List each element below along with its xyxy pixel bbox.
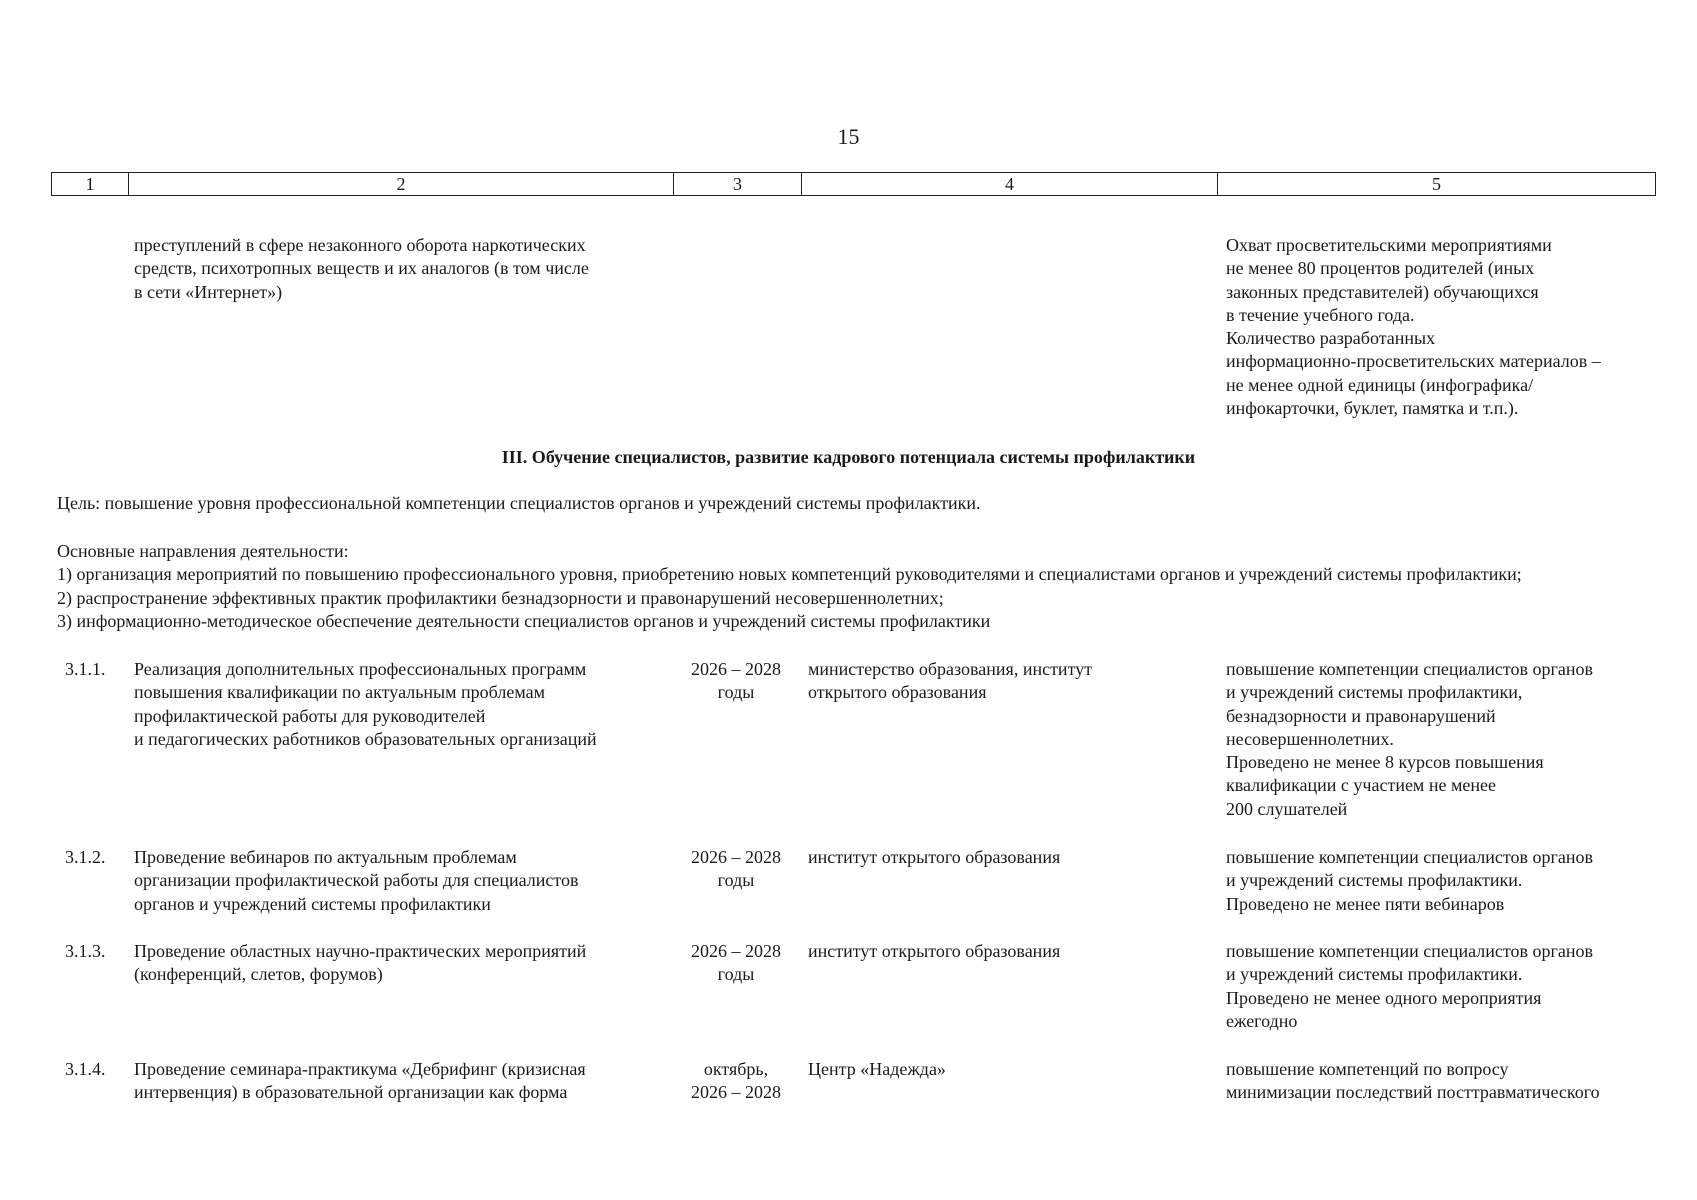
page-number: 15 xyxy=(837,124,860,149)
text-line: и педагогических работников образовательных организаций xyxy=(134,728,597,749)
text-line: в течение учебного года. xyxy=(1226,304,1415,325)
text-line: ежегодно xyxy=(1226,1010,1298,1031)
text-line: повышения квалификации по актуальным проблемам xyxy=(134,682,545,703)
direction-item: 2) распространение эффективных практик профилактики безнадзорности и правонарушений несовершеннолетних; xyxy=(57,587,944,608)
column-number-header xyxy=(51,172,1656,196)
row-period xyxy=(672,940,800,987)
text-line: интервенция) в образовательной организации как форма xyxy=(134,1082,568,1103)
row-number: 3.1.2. xyxy=(65,847,106,867)
text-line: Проведено не менее 8 курсов повышения xyxy=(1226,752,1544,773)
row-result xyxy=(1226,940,1593,1033)
text-line: Количество разработанных xyxy=(1226,328,1436,349)
text-line: Проведено не менее пяти вебинаров xyxy=(1226,893,1505,914)
text-line: и учреждений системы профилактики. xyxy=(1226,870,1523,891)
text-line: законных представителей) обучающихся xyxy=(1226,281,1539,302)
text-line: повышение компетенции специалистов органов xyxy=(1226,847,1593,867)
text-line: 2026 – 2028 xyxy=(691,1082,781,1103)
row-period xyxy=(672,658,800,705)
section-title: III. Обучение специалистов, развитие кадрового потенциала системы профилактики xyxy=(501,447,1196,467)
row-activity xyxy=(134,658,597,751)
text-line: открытого образования xyxy=(808,682,987,703)
section-goal: Цель: повышение уровня профессиональной компетенции специалистов органов и учреждений системы профилактики. xyxy=(57,493,981,513)
text-line: повышение компетенций по вопросу xyxy=(1226,1059,1509,1079)
direction-item: 1) организация мероприятий по повышению профессионального уровня, приобретению новых компетенций руководителями и специалистами органов и учреждений системы профилактики; xyxy=(57,564,1522,585)
text-line: несовершеннолетних. xyxy=(1226,728,1394,749)
text-line: минимизации последствий посттравматического xyxy=(1226,1082,1600,1103)
text-line: Центр «Надежда» xyxy=(808,1059,946,1079)
column-number-5: 5 xyxy=(1218,173,1656,196)
row-period xyxy=(672,846,800,893)
row-number: 3.1.1. xyxy=(65,659,106,679)
text-line: Реализация дополнительных профессиональных программ xyxy=(134,659,587,679)
row-activity xyxy=(134,846,579,916)
text-line: Охват просветительскими мероприятиями xyxy=(1226,235,1552,255)
row-executor xyxy=(808,658,1092,705)
text-line: 2026 – 2028 xyxy=(691,847,781,867)
text-line: преступлений в сфере незаконного оборота наркотических xyxy=(134,235,586,255)
continuation-result xyxy=(1226,234,1601,420)
text-line: 200 слушателей xyxy=(1226,798,1348,819)
text-line: 2026 – 2028 xyxy=(691,941,781,961)
text-line: (конференций, слетов, форумов) xyxy=(134,964,383,985)
text-line: инфокарточки, буклет, памятка и т.п.). xyxy=(1226,398,1519,419)
text-line: и учреждений системы профилактики. xyxy=(1226,964,1523,985)
column-number-3: 3 xyxy=(674,173,802,196)
text-line: Проведение семинара-практикума «Дебрифинг (кризисная xyxy=(134,1059,586,1079)
text-line: Проведено не менее одного мероприятия xyxy=(1226,987,1542,1008)
text-line: квалификации с участием не менее xyxy=(1226,775,1496,796)
text-line: повышение компетенции специалистов органов xyxy=(1226,659,1593,679)
text-line: организации профилактической работы для специалистов xyxy=(134,870,579,891)
row-period xyxy=(672,1058,800,1105)
text-line: профилактической работы для руководителей xyxy=(134,705,486,726)
column-number-4: 4 xyxy=(802,173,1218,196)
row-executor xyxy=(808,846,1060,869)
row-executor xyxy=(808,940,1060,963)
text-line: Проведение областных научно-практических мероприятий xyxy=(134,941,587,961)
text-line: не менее одной единицы (инфографика/ xyxy=(1226,374,1534,395)
row-result xyxy=(1226,1058,1600,1105)
row-result xyxy=(1226,658,1593,821)
row-executor xyxy=(808,1058,946,1081)
text-line: институт открытого образования xyxy=(808,847,1061,867)
text-line: институт открытого образования xyxy=(808,941,1061,961)
text-line: в сети «Интернет») xyxy=(134,281,283,302)
text-line: годы xyxy=(717,870,755,891)
text-line: повышение компетенции специалистов органов xyxy=(1226,941,1593,961)
text-line: средств, психотропных веществ и их аналогов (в том числе xyxy=(134,258,589,279)
directions-heading: Основные направления деятельности: xyxy=(57,541,349,561)
row-number: 3.1.3. xyxy=(65,941,106,961)
text-line: Проведение вебинаров по актуальным проблемам xyxy=(134,847,517,867)
text-line: октябрь, xyxy=(703,1059,769,1079)
text-line: годы xyxy=(717,682,755,703)
row-number: 3.1.4. xyxy=(65,1059,106,1079)
continuation-activity xyxy=(134,234,589,304)
text-line: 2026 – 2028 xyxy=(691,659,781,679)
text-line: годы xyxy=(717,964,755,985)
directions-block xyxy=(57,540,1522,633)
direction-item: 3) информационно-методическое обеспечение деятельности специалистов органов и учреждений системы профилактики xyxy=(57,610,991,631)
row-activity xyxy=(134,1058,586,1105)
column-number-2: 2 xyxy=(129,173,674,196)
row-activity xyxy=(134,940,586,987)
text-line: безнадзорности и правонарушений xyxy=(1226,705,1496,726)
column-number-1: 1 xyxy=(52,173,129,196)
text-line: министерство образования, институт xyxy=(808,659,1093,679)
text-line: органов и учреждений системы профилактики xyxy=(134,893,491,914)
text-line: и учреждений системы профилактики, xyxy=(1226,682,1523,703)
text-line: информационно-просветительских материалов – xyxy=(1226,351,1601,372)
text-line: не менее 80 процентов родителей (иных xyxy=(1226,258,1535,279)
row-result xyxy=(1226,846,1593,916)
